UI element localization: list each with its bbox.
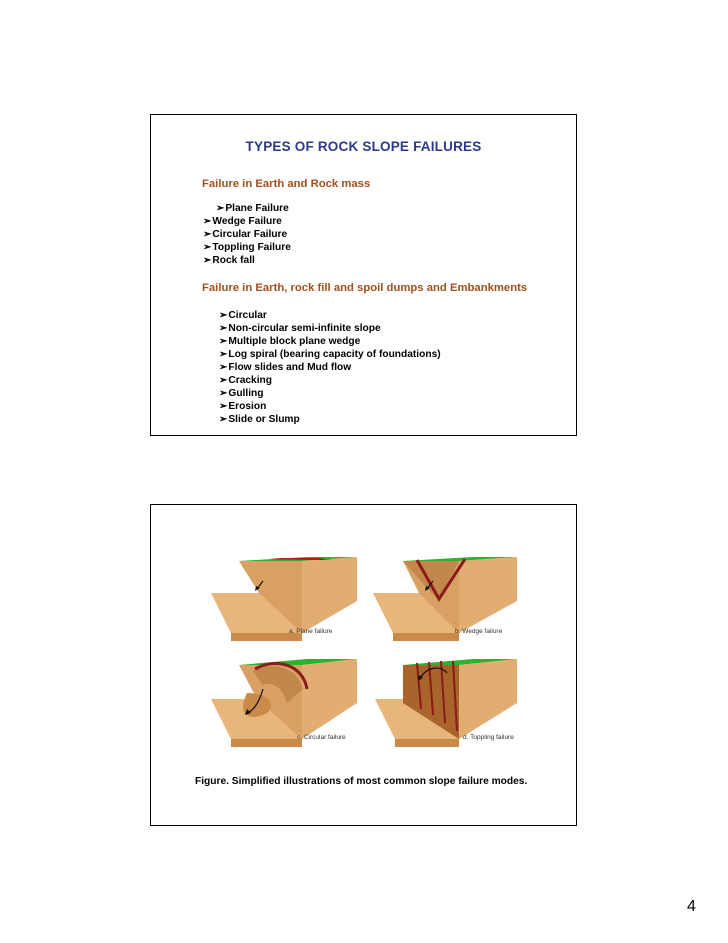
slide-types-of-failures: [150, 114, 577, 436]
arrow-bullet-icon: ➢: [219, 323, 228, 334]
list-item: ➢Cracking: [219, 375, 272, 386]
list-item: ➢Plane Failure: [216, 203, 289, 214]
arrow-bullet-icon: ➢: [203, 255, 212, 266]
arrow-bullet-icon: ➢: [203, 229, 212, 240]
list-item: ➢Log spiral (bearing capacity of foundations): [219, 349, 441, 360]
arrow-bullet-icon: ➢: [203, 242, 212, 253]
list-item: ➢Circular Failure: [203, 229, 288, 240]
arrow-bullet-icon: ➢: [203, 216, 212, 227]
slope-failure-figure: [207, 553, 527, 753]
list-item: ➢Flow slides and Mud flow: [219, 362, 352, 373]
arrow-bullet-icon: ➢: [219, 310, 228, 321]
arrow-bullet-icon: ➢: [219, 362, 228, 373]
page-number: 4: [687, 898, 696, 915]
arrow-bullet-icon: ➢: [219, 414, 228, 425]
arrow-bullet-icon: ➢: [219, 375, 228, 386]
section-heading-earth-fill-embankments: Failure in Earth, rock fill and spoil dumps and Embankments: [202, 282, 528, 294]
arrow-bullet-icon: ➢: [219, 336, 228, 347]
list-item: ➢Toppling Failure: [203, 242, 291, 253]
panel-label-plane: a. Plane failure: [289, 628, 333, 635]
list-item: ➢Gulling: [219, 388, 264, 399]
list-item: ➢Wedge Failure: [203, 216, 282, 227]
rock-mass-failure-list: [203, 202, 291, 267]
slide-title: TYPES OF ROCK SLOPE FAILURES: [245, 139, 482, 154]
list-item: ➢Multiple block plane wedge: [219, 336, 361, 347]
arrow-bullet-icon: ➢: [219, 349, 228, 360]
panel-label-circular: c. Circular failure: [297, 734, 346, 741]
arrow-bullet-icon: ➢: [219, 401, 228, 412]
panel-label-wedge: b. Wedge failure: [455, 628, 503, 635]
list-item: ➢Rock fall: [203, 255, 255, 266]
arrow-bullet-icon: ➢: [216, 203, 225, 214]
embankment-failure-list: [219, 309, 441, 426]
list-item: ➢Non-circular semi-infinite slope: [219, 323, 381, 334]
plane-failure-illustration: [211, 557, 357, 641]
list-item: ➢Slide or Slump: [219, 414, 300, 425]
slide-failure-illustrations: [150, 504, 577, 826]
section-heading-earth-rock-mass: Failure in Earth and Rock mass: [202, 178, 371, 190]
list-item: ➢Erosion: [219, 401, 267, 412]
figure-caption: Figure. Simplified illustrations of most common slope failure modes.: [195, 776, 528, 787]
panel-label-toppling: d. Toppling failure: [463, 734, 514, 741]
list-item: ➢Circular: [219, 310, 267, 321]
arrow-bullet-icon: ➢: [219, 388, 228, 399]
